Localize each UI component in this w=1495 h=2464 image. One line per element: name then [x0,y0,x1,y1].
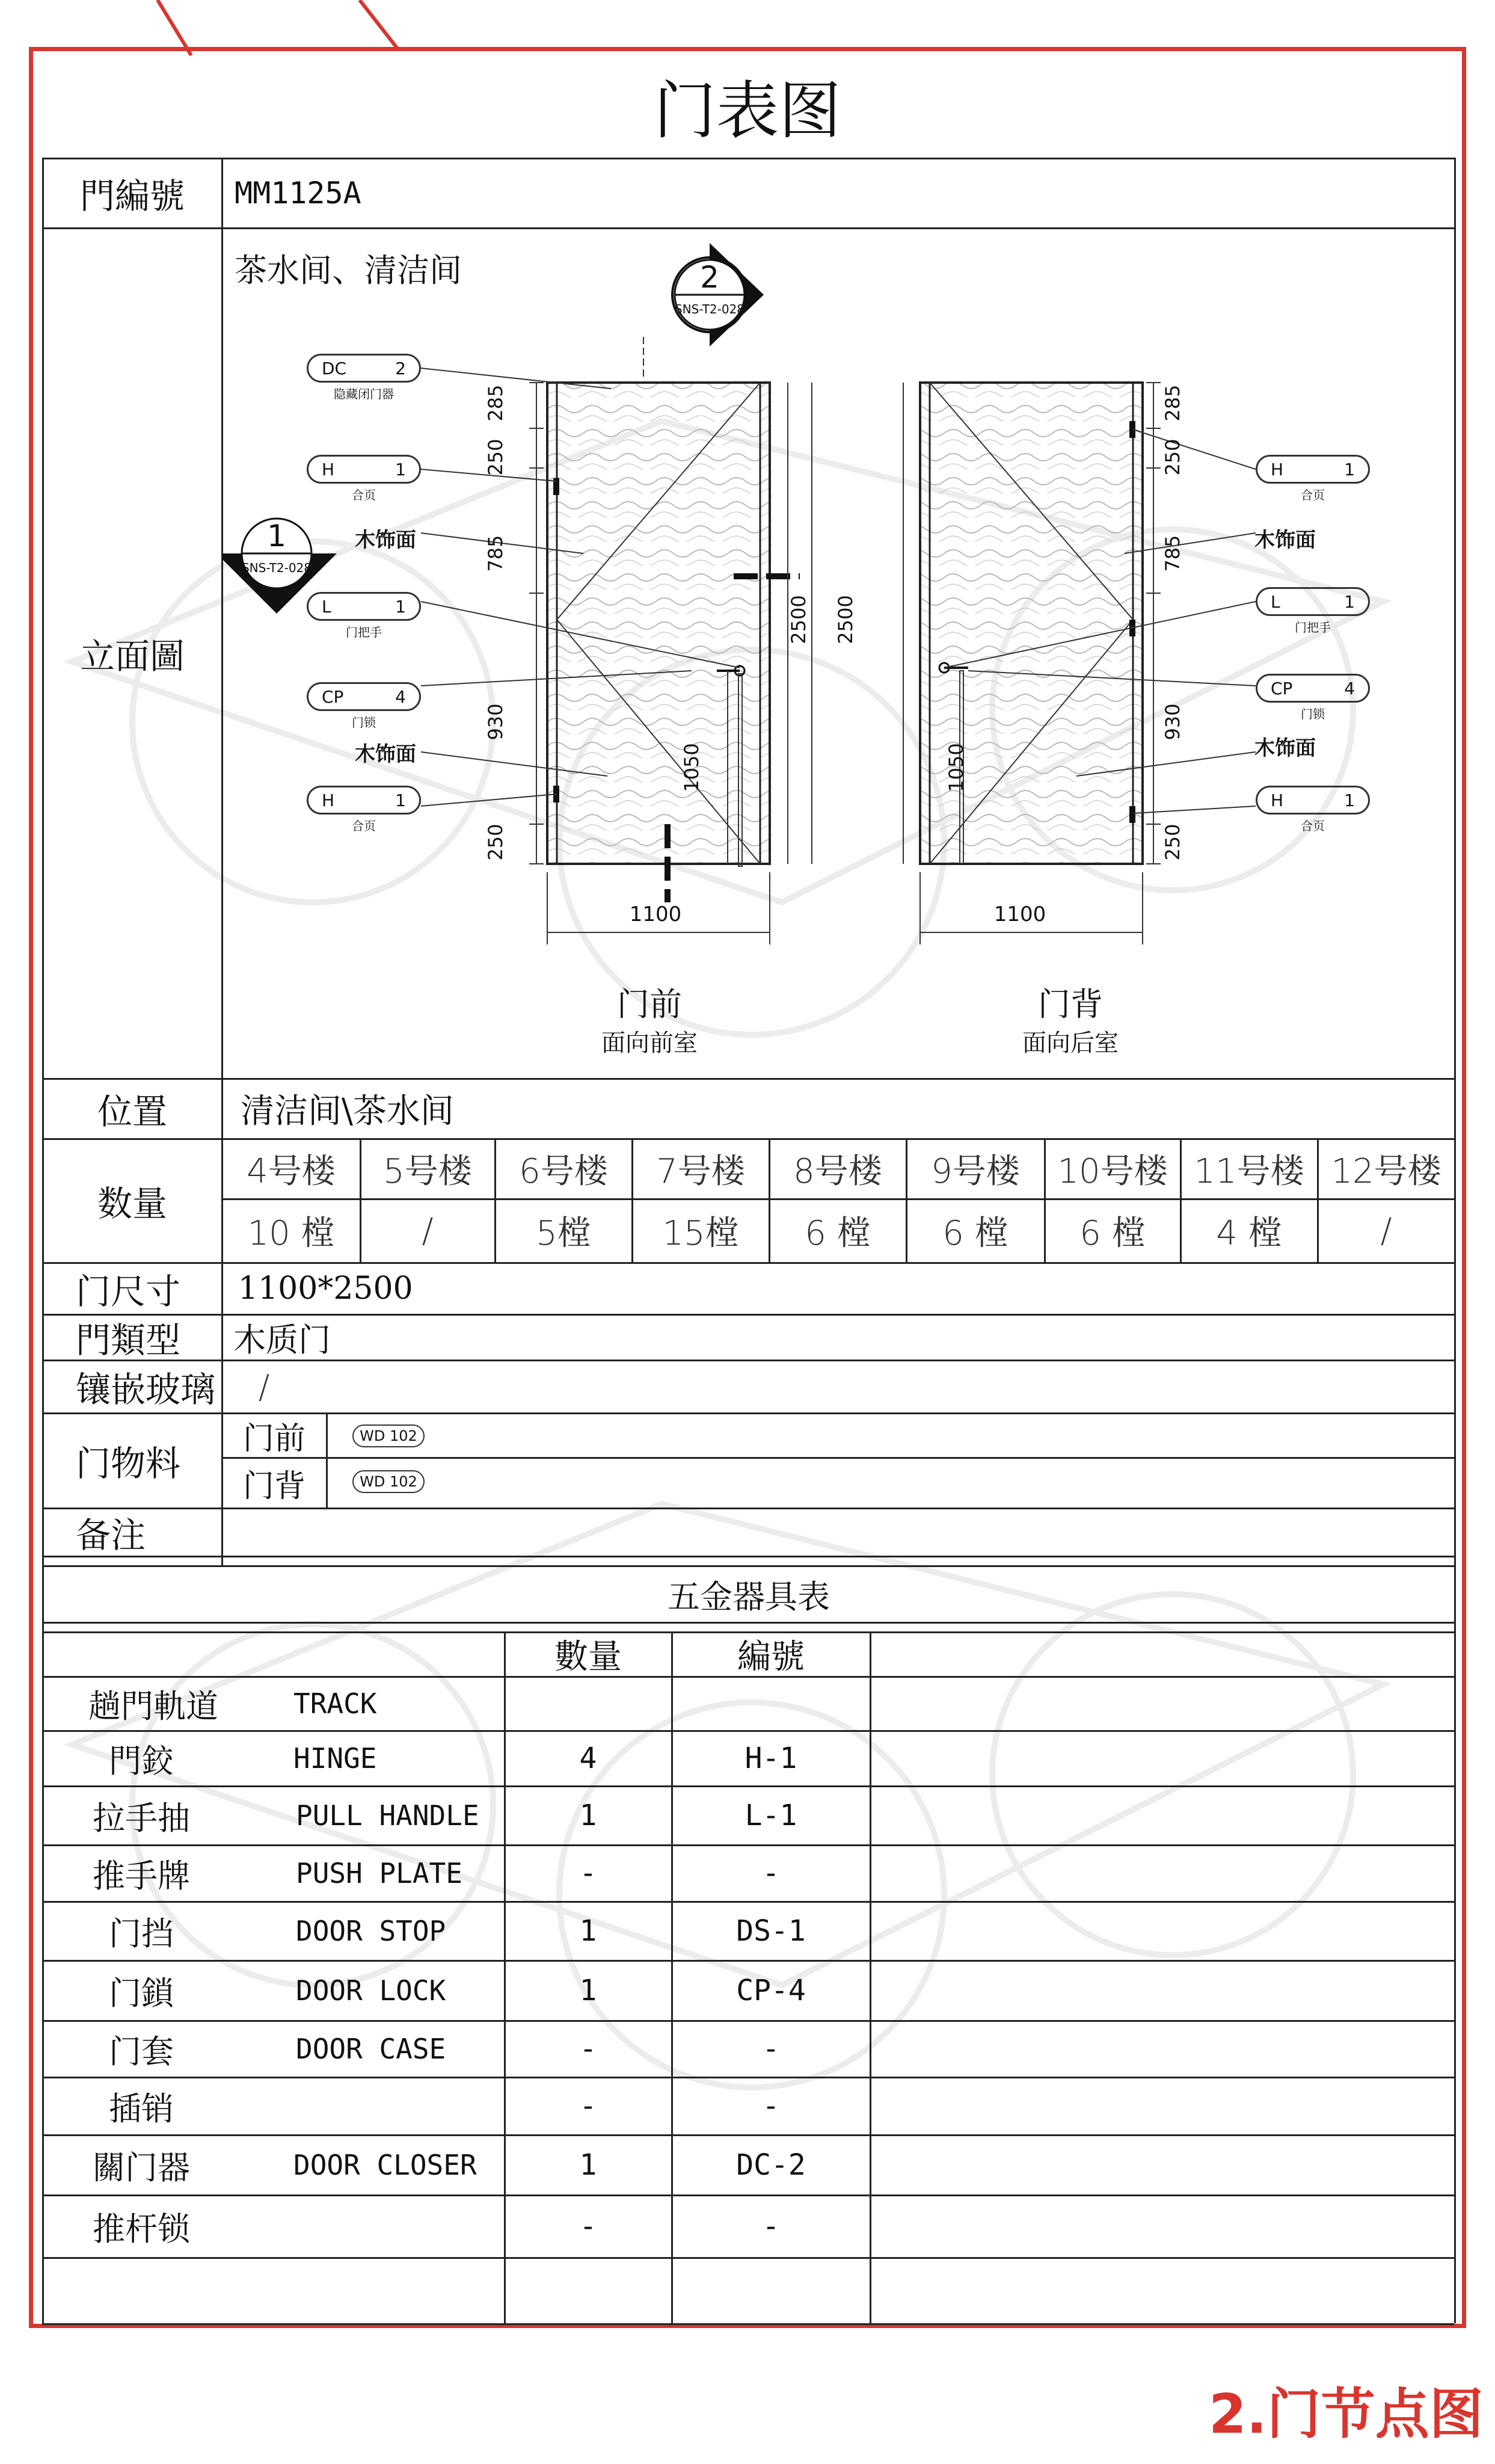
hw-code: - [762,2089,780,2123]
hw-cn: 推杆锁 [93,2210,190,2248]
hw-qty: 1 [579,2148,597,2182]
location-value: 清洁间\茶水间 [241,1092,454,1131]
section-1-num: 1 [267,519,286,553]
tag-l-right: L 1 [1256,587,1370,616]
door-no-value: MM1125A [235,176,361,211]
section-1-ref: SNS-T2-028 [241,561,312,575]
back-door [903,383,1161,944]
hw-en: HINGE [293,1742,377,1775]
hw-cn: 插销 [109,2089,174,2128]
hw-cn: 門鉸 [109,1742,174,1780]
dim-785-back: 785 [1161,535,1184,572]
dim-250-back-bottom: 250 [1161,824,1184,861]
back-subcaption: 面向后室 [1022,1029,1119,1057]
material-back-code: WD 102 [352,1470,425,1493]
tag-h-left-bottom: H 1 [307,786,421,815]
building-10: 10号楼 [1057,1152,1168,1191]
hw-code: DC-2 [736,2148,806,2182]
tag-l-left-sub: 门把手 [346,624,382,639]
hw-cn: 推手牌 [93,1856,190,1895]
hw-qty: - [579,2210,597,2243]
hw-cn: 门鎖 [109,1974,174,2012]
building-7: 7号楼 [656,1152,745,1191]
tag-h-right-top: H 1 [1256,455,1370,484]
front-subcaption: 面向前室 [601,1029,698,1057]
remarks-label: 备注 [76,1515,146,1556]
hw-code: L-1 [744,1799,797,1832]
count-11: 4 樘 [1216,1214,1282,1253]
count-9: 6 樘 [942,1214,1008,1253]
dim-1050-back: 1050 [945,743,968,792]
count-5: / [422,1211,434,1251]
hw-cn: 趟門軌道 [88,1687,218,1725]
hw-code: - [762,2032,780,2066]
hw-en: DOOR CASE [296,2033,446,2065]
tag-cp-left-sub: 门锁 [352,715,376,730]
material-label: 门物料 [76,1443,181,1484]
building-6: 6号楼 [519,1152,608,1191]
wood-label-right-top: 木饰面 [1254,528,1316,552]
front-door [529,383,812,944]
hw-qty: 4 [579,1742,597,1775]
hw-cn: 關门器 [93,2148,190,2187]
dim-250-front-bottom: 250 [484,824,507,861]
hw-code [672,1677,870,1730]
count-10: 6 樘 [1079,1214,1146,1253]
hardware-col-qty: 數量 [554,1637,622,1677]
dim-1050-front: 1050 [680,743,703,792]
tag-dc-left-sub: 隐藏闭门器 [334,386,394,401]
glass-label: 镶嵌玻璃 [76,1369,216,1410]
material-front-label: 门前 [242,1420,305,1457]
section-2-num: 2 [700,260,719,295]
tag-cp-right-sub: 门锁 [1301,706,1325,721]
tag-h-left-top: H 1 [307,455,421,484]
hw-qty: 1 [579,1974,597,2007]
hw-cn: 门挡 [109,1914,174,1953]
count-4: 10 樘 [247,1214,335,1253]
material-front-code: WD 102 [352,1424,425,1447]
section-2-ref: SNS-T2-028 [674,302,745,316]
dim-285-back: 285 [1161,384,1184,422]
dim-930-front: 930 [484,703,507,741]
count-12: / [1380,1211,1392,1251]
type-value: 木质门 [233,1320,331,1359]
dim-250-back-top: 250 [1161,439,1184,476]
tag-h-right-bottom-sub: 合页 [1301,818,1325,833]
hw-qty: - [579,1856,597,1890]
section-mark-2 [672,243,764,346]
back-caption: 门背 [1038,985,1103,1023]
dim-250-front-top: 250 [484,439,507,476]
tag-h-left-bottom-sub: 合页 [352,818,376,833]
count-8: 6 樘 [805,1214,871,1253]
building-9: 9号楼 [931,1152,1020,1191]
hw-en: PULL HANDLE [296,1799,479,1832]
hw-qty [505,1677,671,1730]
glass-value: / [259,1367,270,1406]
hw-code: CP-4 [736,1974,806,2007]
tag-cp-right: CP 4 [1256,674,1370,703]
dim-785-front: 785 [484,535,507,572]
page-title: 门表图 [653,74,841,147]
tag-h-right-bottom: H 1 [1256,786,1370,815]
hw-code: H-1 [744,1742,797,1775]
front-caption: 门前 [617,985,682,1023]
building-4: 4号楼 [247,1152,336,1191]
hw-en: DOOR STOP [296,1915,446,1947]
hw-en: PUSH PLATE [296,1857,462,1890]
door-no-label: 門編號 [79,176,185,217]
hw-code: - [762,1856,780,1890]
location-label: 位置 [97,1091,167,1132]
dim-2500-front-b: 2500 [834,595,857,644]
size-label: 门尺寸 [76,1271,181,1312]
hw-qty: 1 [579,1914,597,1948]
dim-1100-back: 1100 [993,902,1046,926]
hw-en: TRACK [293,1687,377,1720]
count-7: 15樘 [662,1214,739,1253]
dim-285-front: 285 [484,384,507,422]
dim-2500-front-a: 2500 [787,595,810,644]
tag-h-right-top-sub: 合页 [1301,487,1325,502]
wood-label-left-bottom: 木饰面 [355,742,416,766]
size-value: 1100*2500 [238,1270,413,1307]
room-name: 茶水间、清洁间 [235,251,462,289]
building-8: 8号楼 [793,1152,882,1191]
hw-cn: 拉手抽 [93,1799,190,1837]
dim-1100-front: 1100 [629,902,682,926]
tag-l-right-sub: 门把手 [1295,620,1331,635]
hw-en: DOOR LOCK [296,1974,446,2007]
wood-label-left-top: 木饰面 [355,528,416,552]
building-5: 5号楼 [383,1152,472,1191]
hw-code: DS-1 [736,1914,806,1948]
wood-label-right-bottom: 木饰面 [1254,736,1316,760]
quantity-label: 数量 [97,1183,167,1224]
material-back-label: 门背 [242,1468,305,1505]
hardware-title: 五金器具表 [668,1577,830,1616]
building-11: 11号楼 [1194,1152,1304,1191]
hardware-col-code: 編號 [737,1637,805,1677]
tag-h-left-top-sub: 合页 [352,487,376,502]
elevation-label: 立面圖 [79,636,185,677]
tag-cp-left: CP 4 [307,682,421,711]
type-label: 門類型 [76,1320,181,1361]
hw-code: - [762,2210,780,2243]
footer-caption: 2.门节点图 [1209,2383,1484,2446]
hw-qty: - [579,2032,597,2066]
hw-cn: 门套 [109,2032,174,2071]
count-6: 5樘 [536,1214,591,1253]
hw-en: DOOR CLOSER [293,2149,477,2181]
dim-930-back: 930 [1161,703,1184,741]
hw-qty: - [579,2089,597,2123]
hw-qty: 1 [579,1799,597,1832]
tag-l-left: L 1 [307,592,421,621]
building-12: 12号楼 [1331,1152,1441,1191]
tag-dc-left: DC 2 [307,354,421,383]
